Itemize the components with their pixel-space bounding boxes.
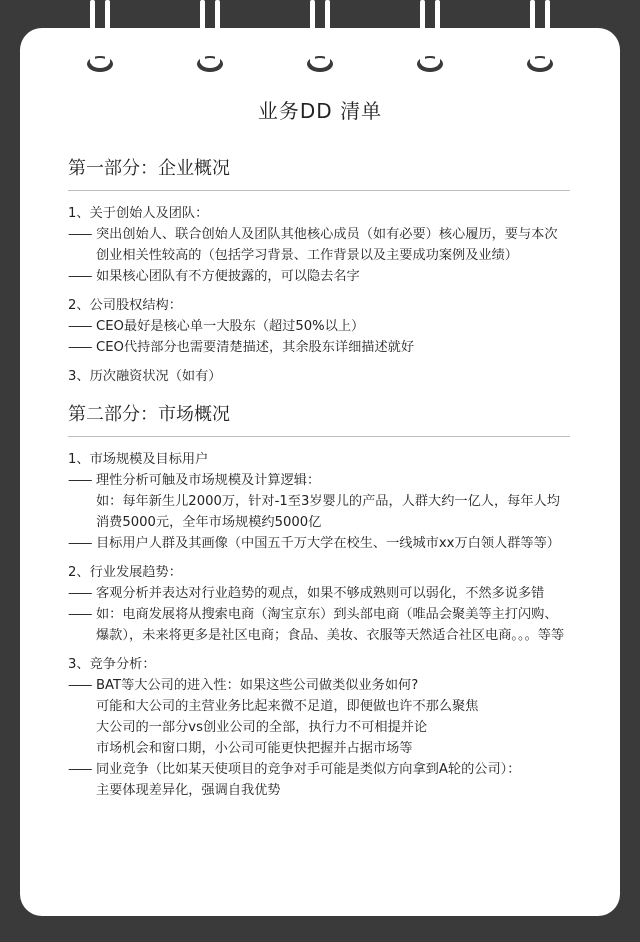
item-line	[68, 675, 570, 696]
line-text: 理性分析可触及市场规模及计算逻辑：	[96, 473, 321, 488]
line-dash: ——	[68, 536, 91, 551]
item-line	[68, 337, 570, 358]
line-text: 如果核心团队有不方便披露的，可以隐去名字	[96, 269, 360, 284]
line-dash: ——	[68, 340, 91, 355]
item-line	[68, 266, 570, 287]
item-heading: 3、历次融资状况（如有）	[68, 369, 222, 384]
section-company-overview	[68, 157, 570, 395]
item-line	[68, 780, 570, 801]
item-line	[68, 759, 570, 780]
line-dash	[68, 780, 96, 801]
item-line	[68, 491, 570, 533]
line-text: 大公司的一部分vs创业公司的全部，执行力不可相提并论	[96, 720, 428, 735]
line-dash: ——	[68, 586, 91, 601]
line-text: 突出创始人、联合创始人及团队其他核心成员（如有必要）核心履历，要与本次创业相关性较高的（包括学习背景、工作背景以及主要成功案例及业绩）	[96, 227, 558, 263]
line-text: 如：每年新生儿2000万，针对-1至3岁婴儿的产品，人群大约一亿人，每年人均消费5000元，全年市场规模约5000亿	[96, 494, 560, 530]
line-text: 市场机会和窗口期，小公司可能更快把握并占据市场等	[96, 741, 413, 756]
item-line	[68, 224, 570, 266]
item-heading: 2、行业发展趋势：	[68, 565, 182, 580]
line-dash: ——	[68, 269, 91, 284]
list-item	[68, 562, 570, 646]
item-heading: 2、公司股权结构：	[68, 298, 182, 313]
item-line	[68, 604, 570, 646]
line-dash	[68, 491, 96, 533]
line-dash: ——	[68, 607, 91, 622]
item-line	[68, 316, 570, 337]
line-text: CEO代持部分也需要清楚描述，其余股东详细描述就好	[96, 340, 415, 355]
item-line	[68, 717, 570, 738]
line-text: 目标用户人群及其画像（中国五千万大学在校生、一线城市xx万白领人群等等）	[96, 536, 560, 551]
item-line	[68, 470, 570, 491]
list-item	[68, 366, 570, 387]
item-line	[68, 738, 570, 759]
line-text: CEO最好是核心单一大股东（超过50%以上）	[96, 319, 365, 334]
item-line	[68, 583, 570, 604]
item-line	[68, 533, 570, 554]
binder-ring-icon	[417, 0, 443, 78]
line-dash: ——	[68, 227, 91, 242]
line-dash	[68, 696, 96, 717]
section-items	[68, 437, 570, 801]
line-dash	[68, 738, 96, 759]
section-items	[68, 191, 570, 387]
section-heading: 第一部分：企业概况	[68, 157, 570, 191]
line-text: 客观分析并表达对行业趋势的观点，如果不够成熟则可以弱化，不然多说多错	[96, 586, 545, 601]
binder-ring-icon	[197, 0, 223, 78]
section-market-overview	[68, 403, 570, 809]
item-heading: 3、竞争分析：	[68, 657, 156, 672]
binder-ring-icon	[87, 0, 113, 78]
list-item	[68, 449, 570, 554]
line-dash: ——	[68, 319, 91, 334]
item-heading: 1、市场规模及目标用户	[68, 452, 209, 467]
line-dash: ——	[68, 473, 91, 488]
list-item	[68, 203, 570, 287]
binder-ring-icon	[307, 0, 333, 78]
list-item	[68, 654, 570, 801]
item-heading: 1、关于创始人及团队：	[68, 206, 209, 221]
line-text: 可能和大公司的主营业务比起来微不足道，即便做也许不那么聚焦	[96, 699, 479, 714]
page-title: 业务DD 清单	[257, 99, 383, 123]
list-item	[68, 295, 570, 358]
line-text: 同业竞争（比如某天使项目的竞争对手可能是类似方向拿到A轮的公司）：	[96, 762, 521, 777]
line-dash	[68, 717, 96, 738]
line-dash: ——	[68, 678, 91, 693]
section-heading: 第二部分：市场概况	[68, 403, 570, 437]
line-text: 如：电商发展将从搜索电商（淘宝京东）到头部电商（唯品会聚美等主打闪购、爆款），未来将更多是社区电商；食品、美妆、衣服等天然适合社区电商。。。等等	[96, 607, 565, 643]
binder-ring-icon	[527, 0, 553, 78]
line-text: BAT等大公司的进入性：如果这些公司做类似业务如何?	[96, 678, 419, 693]
line-dash: ——	[68, 762, 91, 777]
line-text: 主要体现差异化，强调自我优势	[96, 783, 281, 798]
item-line	[68, 696, 570, 717]
